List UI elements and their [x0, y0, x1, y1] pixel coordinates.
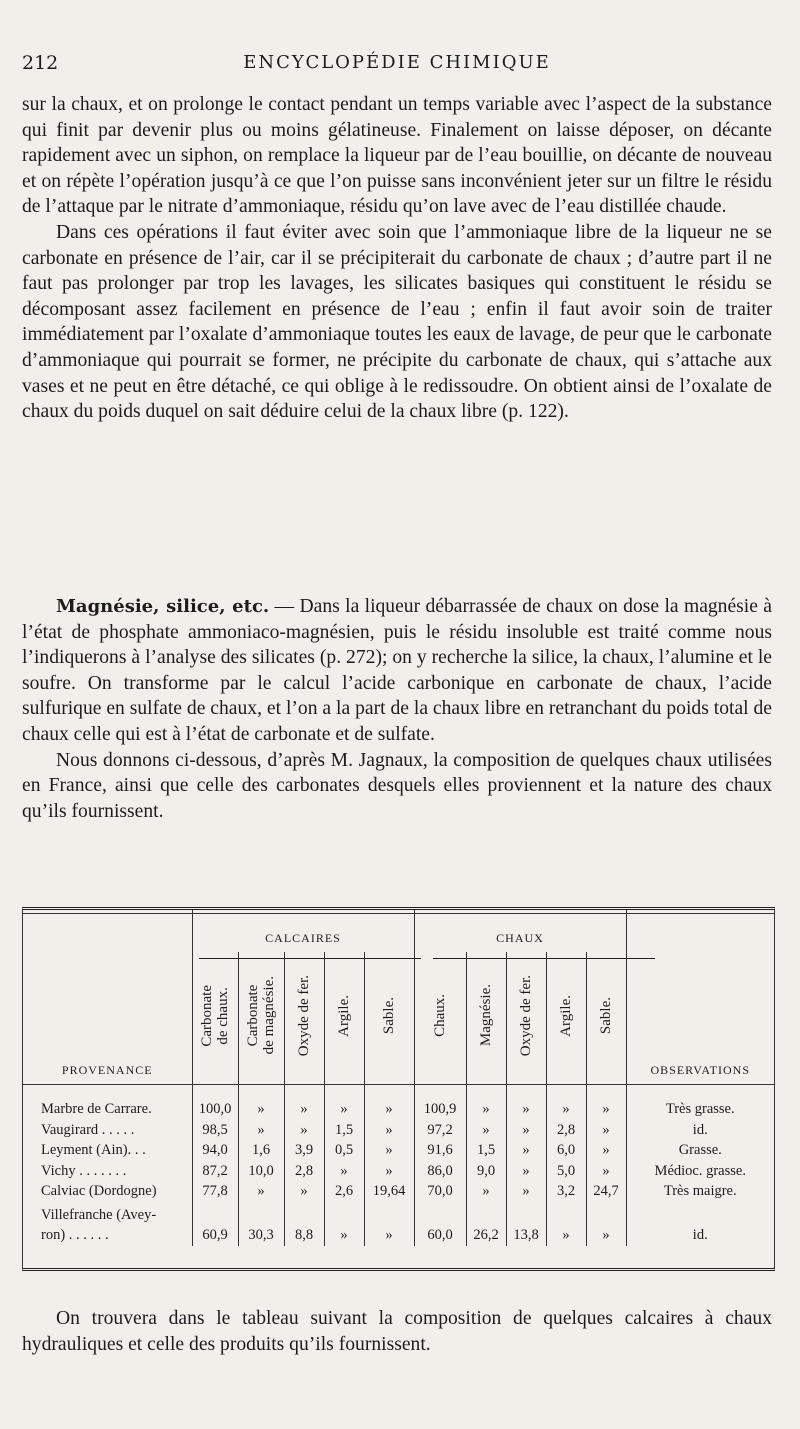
paragraph-3-text: — Dans la liqueur débarrassée de chaux on dose la magnésie à l’état de phosphate ammoniaco-magnésien, puis le résidu insoluble est traité comme nous l’indiquerons à l’analyse des silicates (p. 272); on y recherche la silice, la chaux, l’alumine et le soufre. On transforme par le calcul l’acide carbonique en carbonate de chaux, l’acide sulfurique en sulfate de chaux, et l’on a la part de la chaux libre en retranchant du poids total de chaux celle qui est à l’état de carbonate et de sulfate.	[22, 596, 772, 745]
value-cell: 6,0	[546, 1140, 586, 1161]
value-cell: 100,0	[192, 1085, 238, 1120]
value-cell: »	[284, 1085, 324, 1120]
value-cell: 70,0	[414, 1181, 466, 1202]
value-cell: »	[238, 1085, 284, 1120]
value-cell: 94,0	[192, 1140, 238, 1161]
provenance-cell: Marbre de Carrare.	[23, 1085, 192, 1120]
value-cell: »	[506, 1161, 546, 1182]
provenance-cell: Vichy . . . . . . .	[23, 1161, 192, 1182]
value-cell: »	[506, 1140, 546, 1161]
value-cell: »	[364, 1120, 414, 1141]
value-cell: »	[284, 1181, 324, 1202]
col-chaux: Chaux.	[414, 952, 466, 1085]
table-row	[23, 1181, 774, 1202]
value-cell: 2,8	[546, 1120, 586, 1141]
col-chaux-sable: Sable.	[586, 952, 626, 1085]
text-block-top	[22, 92, 772, 425]
value-cell: 2,6	[324, 1181, 364, 1202]
value-cell: 26,2	[466, 1202, 506, 1246]
value-cell: 5,0	[546, 1161, 586, 1182]
value-cell: »	[364, 1140, 414, 1161]
value-cell: »	[324, 1161, 364, 1182]
value-cell: 8,8	[284, 1202, 324, 1246]
value-cell: 30,3	[238, 1202, 284, 1246]
col-chaux-oxyde-fer: Oxyde de fer.	[506, 952, 546, 1085]
paragraph-1: sur la chaux, et on prolonge le contact pendant un temps variable avec l’aspect de la substance qui finit par devenir plus ou moins gélatineuse. Finalement on laisse déposer, on décante rapidement avec un siphon, on remplace la liqueur par de l’eau bouillie, on décante de nouveau et on répète l’opération jusqu’à ce que l’on puisse sans inconvénient jeter sur un filtre le résidu de l’attaque par le nitrate d’ammoniaque, résidu qu’on lave avec de l’eau distillée chaude.	[22, 94, 772, 218]
value-cell: »	[586, 1120, 626, 1141]
col-magnesie: Magnésie.	[466, 952, 506, 1085]
value-cell: »	[586, 1085, 626, 1120]
value-cell: »	[466, 1085, 506, 1120]
value-cell: 3,2	[546, 1181, 586, 1202]
value-cell: »	[506, 1181, 546, 1202]
col-calcaire-oxyde-fer: Oxyde de fer.	[284, 952, 324, 1085]
col-carbonate-chaux: Carbonate de chaux.	[192, 952, 238, 1085]
value-cell: 60,0	[414, 1202, 466, 1246]
observations-cell: id.	[692, 1121, 708, 1138]
value-cell: »	[284, 1120, 324, 1141]
observations-cell: Très maigre.	[663, 1183, 737, 1199]
value-cell: »	[506, 1085, 546, 1120]
value-cell: 3,9	[284, 1140, 324, 1161]
value-cell: 13,8	[506, 1202, 546, 1246]
provenance-cell: Vaugirard . . . . .	[23, 1120, 192, 1141]
value-cell: »	[586, 1161, 626, 1182]
value-cell: »	[324, 1202, 364, 1246]
value-cell: »	[546, 1085, 586, 1120]
value-cell: 1,5	[466, 1140, 506, 1161]
col-calcaire-sable: Sable.	[364, 952, 414, 1085]
value-cell: 91,6	[414, 1140, 466, 1161]
paragraph-5: On trouvera dans le tableau suivant la composition de quelques calcaires à chaux hydrauliques et celle des produits qu’ils fournissent.	[22, 1308, 772, 1355]
value-cell: 1,6	[238, 1140, 284, 1161]
table-row	[23, 1085, 774, 1120]
composition-table	[22, 907, 775, 1271]
observations-cell: Très grasse.	[665, 1101, 735, 1117]
value-cell: 2,8	[284, 1161, 324, 1182]
value-cell: 1,5	[324, 1120, 364, 1141]
value-cell: »	[364, 1085, 414, 1120]
value-cell: 98,5	[192, 1120, 238, 1141]
value-cell: 10,0	[238, 1161, 284, 1182]
value-cell: »	[324, 1085, 364, 1120]
value-cell: 77,8	[192, 1181, 238, 1202]
value-cell: 19,64	[364, 1181, 414, 1202]
provenance-header: PROVENANCE	[23, 910, 192, 1085]
paragraph-2: Dans ces opérations il faut éviter avec soin que l’ammoniaque libre de la liqueur ne se carbonate en présence de l’air, car il se précipiterait du carbonate de chaux ; d’autre part il ne faut pas prolonger par trop les lavages, les silicates basiques qui constituent le résidu se décomposant assez facilement en présence de l’eau ; enfin il faut avoir soin de traiter immédiatement par l’oxalate d’ammoniaque toutes les eaux de lavage, de peur que le carbonate d’ammoniaque qui pourrait se former, ne précipite du carbonate de chaux, qui s’attache aux vases et ne peut en être détaché, ce qui oblige à le redissoudre. On obtient ainsi de l’oxalate de chaux du poids duquel on sait déduire celui de la chaux libre (p. 122).	[22, 221, 772, 423]
table-row	[23, 1202, 774, 1246]
observations-cell: Médioc. grasse.	[654, 1162, 746, 1179]
value-cell: »	[238, 1120, 284, 1141]
col-calcaire-argile: Argile.	[324, 952, 364, 1085]
value-cell: »	[546, 1202, 586, 1246]
value-cell: »	[466, 1181, 506, 1202]
value-cell: »	[466, 1120, 506, 1141]
table-row	[23, 1120, 774, 1141]
text-block-middle	[22, 594, 772, 824]
observations-cell: id.	[692, 1227, 708, 1243]
page-header	[22, 52, 772, 78]
provenance-cell: Leyment (Ain). . .	[23, 1140, 192, 1161]
value-cell: 87,2	[192, 1161, 238, 1182]
value-cell: 24,7	[586, 1181, 626, 1202]
observations-header: OBSERVATIONS	[626, 910, 774, 1085]
provenance-cell: Calviac (Dordogne)	[23, 1181, 192, 1202]
paragraph-3	[22, 594, 772, 748]
value-cell: »	[238, 1181, 284, 1202]
running-title: ENCYCLOPÉDIE CHIMIQUE	[243, 52, 551, 73]
value-cell: »	[506, 1120, 546, 1141]
value-cell: 0,5	[324, 1140, 364, 1161]
page-number: 212	[22, 52, 59, 74]
calcaires-brace	[199, 958, 421, 965]
section-run-in-heading: Magnésie, silice, etc.	[56, 596, 270, 617]
value-cell: 100,9	[414, 1085, 466, 1120]
value-cell: »	[586, 1202, 626, 1246]
value-cell: »	[364, 1161, 414, 1182]
col-chaux-argile: Argile.	[546, 952, 586, 1085]
provenance-cell: Villefranche (Avey- ron) . . . . . .	[23, 1202, 192, 1246]
observations-cell: Grasse.	[678, 1142, 722, 1158]
value-cell: »	[586, 1140, 626, 1161]
paragraph-4: Nous donnons ci-dessous, d’après M. Jagnaux, la composition de quelques chaux utilisées en France, ainsi que celle des carbonates desquels elles proviennent et la nature des chaux qu’ils fournissent.	[22, 749, 772, 822]
value-cell: »	[364, 1202, 414, 1246]
value-cell: 9,0	[466, 1161, 506, 1182]
chaux-group-header: CHAUX	[414, 910, 626, 952]
text-block-bottom	[22, 1306, 772, 1357]
value-cell: 97,2	[414, 1120, 466, 1141]
table-row	[23, 1140, 774, 1161]
value-cell: 86,0	[414, 1161, 466, 1182]
calcaires-group-header: CALCAIRES	[192, 910, 414, 952]
chaux-brace	[433, 958, 655, 965]
col-carbonate-magnesie: Carbonate de magnésie.	[238, 952, 284, 1085]
value-cell: 60,9	[192, 1202, 238, 1246]
table-row	[23, 1161, 774, 1182]
